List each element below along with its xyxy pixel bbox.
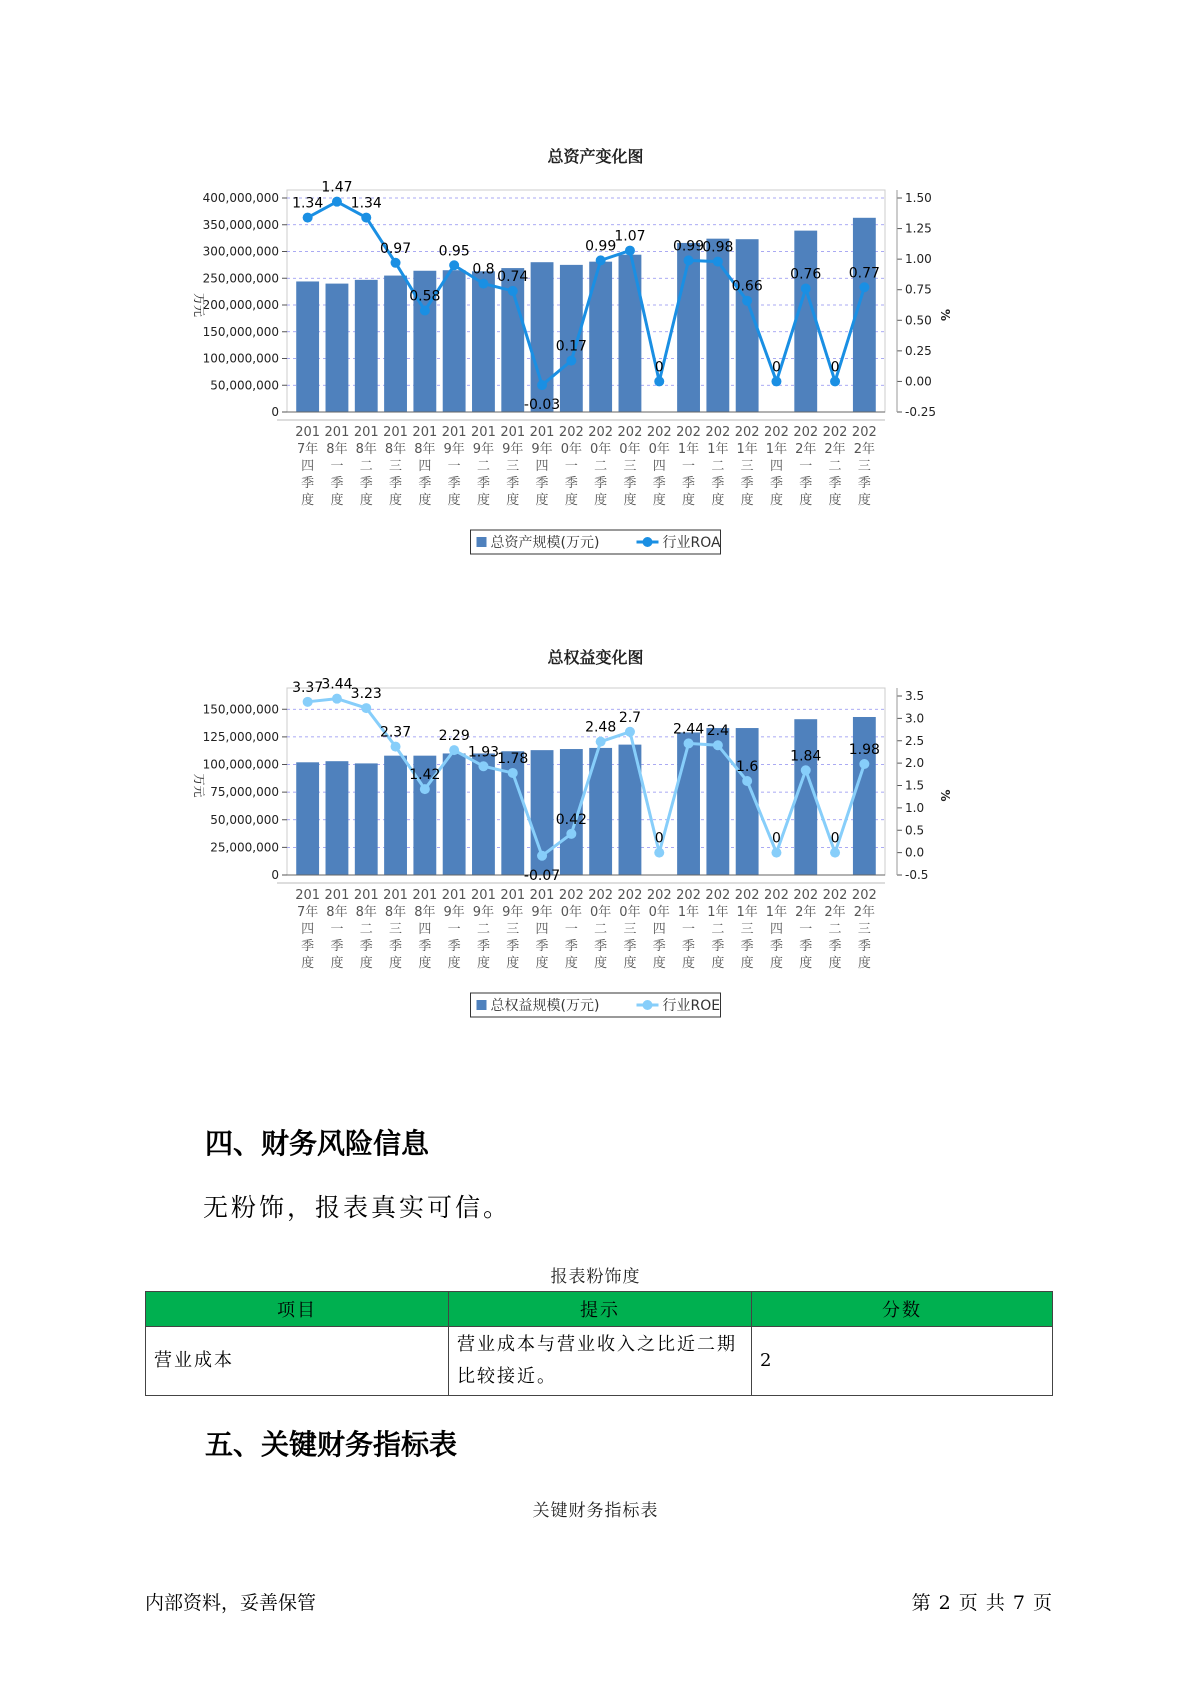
category-label: 202 1年四季度	[764, 425, 789, 508]
line-point	[830, 376, 840, 386]
line-point	[478, 279, 488, 289]
data-label: 0	[830, 359, 840, 376]
bar	[794, 231, 817, 412]
line-point	[303, 697, 313, 707]
line-point	[537, 380, 547, 390]
right-axis-tick-label: 2.5	[905, 733, 925, 748]
data-label: 2.44	[672, 721, 705, 738]
category-label: 201 9年二季度	[471, 888, 496, 971]
line-point	[596, 737, 606, 747]
data-label: 3.44	[321, 676, 353, 693]
category-label: 202 1年二季度	[705, 425, 731, 508]
right-axis-tick-label: 2.0	[905, 756, 925, 771]
line-point	[449, 260, 459, 270]
right-axis-title: %	[938, 789, 952, 802]
line-point	[742, 776, 752, 786]
left-axis-tick-label: 75,000,000	[210, 785, 279, 800]
right-axis-tick-label: 0.50	[905, 313, 932, 328]
category-label: 202 1年一季度	[676, 425, 701, 508]
line-point	[684, 738, 694, 748]
risk-table-header-row	[146, 1292, 1053, 1327]
left-axis-tick-label: 0	[271, 868, 279, 882]
chart-title-assets: 总资产变化图	[547, 147, 644, 166]
key-indicators-caption: 关键财务指标表	[532, 1501, 659, 1521]
left-axis-tick-label: 200,000,000	[202, 298, 279, 312]
right-axis-tick-label: 1.25	[905, 221, 932, 236]
left-axis-tick-label: 350,000,000	[202, 217, 279, 232]
category-label: 202 0年四季度	[646, 425, 672, 508]
category-label: 201 8年一季度	[324, 425, 350, 508]
total-equity-chart	[0, 678, 1191, 1098]
category-label: 201 9年四季度	[529, 425, 555, 508]
right-axis-tick-label: 0.25	[905, 343, 932, 358]
data-label: 1.34	[350, 195, 382, 212]
line-point	[654, 848, 664, 858]
data-label: 0.42	[555, 811, 587, 828]
line-point	[508, 286, 518, 296]
category-label: 202 0年二季度	[588, 425, 614, 508]
left-axis-tick-label: 150,000,000	[202, 324, 279, 339]
data-label: 0	[654, 359, 664, 376]
category-label: 202 2年一季度	[793, 888, 819, 971]
left-axis-tick-label: 0	[271, 405, 279, 419]
table-row	[146, 1327, 1053, 1396]
risk-item-cell: 营业成本	[146, 1327, 449, 1396]
data-label: 1.98	[848, 742, 880, 759]
legend-bar-label: 总权益规模(万元)	[490, 998, 600, 1014]
left-axis-tick-label: 150,000,000	[202, 702, 279, 717]
category-label: 201 9年一季度	[441, 425, 467, 508]
category-label: 201 9年三季度	[500, 425, 526, 508]
bar	[355, 280, 378, 412]
bar	[677, 243, 700, 412]
data-label: 0.58	[409, 288, 441, 305]
bar	[619, 255, 642, 412]
right-axis-title: %	[938, 308, 952, 322]
chart-title-equity: 总权益变化图	[547, 648, 644, 667]
data-label: 1.34	[292, 195, 324, 212]
bar	[443, 753, 466, 875]
left-axis-tick-label: 100,000,000	[202, 351, 279, 366]
category-label: 201 7年四季度	[295, 425, 321, 508]
line-point	[859, 759, 869, 769]
data-label: 0.97	[379, 240, 412, 257]
legend-line-marker	[643, 537, 653, 547]
data-label: -0.07	[523, 867, 561, 884]
right-axis-tick-label: 1.50	[905, 191, 932, 205]
line-point	[713, 740, 723, 750]
data-label: 0.95	[438, 243, 470, 260]
risk-table-header-item: 项目	[146, 1292, 449, 1327]
line-point	[801, 765, 811, 775]
data-label: 3.23	[350, 686, 382, 703]
line-point	[508, 768, 518, 778]
category-label: 201 8年一季度	[324, 888, 350, 971]
category-label: 201 7年四季度	[295, 888, 321, 971]
line-point	[361, 703, 371, 713]
left-axis-tick-label: 25,000,000	[210, 840, 279, 855]
data-label: 2.37	[379, 724, 412, 741]
category-label: 202 1年四季度	[764, 888, 789, 971]
right-axis-tick-label: 0.5	[905, 823, 925, 838]
category-label: 201 9年二季度	[471, 425, 496, 508]
right-axis-tick-label: 0.75	[905, 282, 932, 297]
data-label: 1.93	[467, 744, 500, 761]
category-label: 202 2年一季度	[793, 425, 819, 508]
category-label: 201 8年四季度	[412, 425, 438, 508]
line-point	[303, 213, 313, 223]
category-label: 201 8年四季度	[412, 888, 438, 971]
risk-table-header-hint: 提示	[449, 1292, 752, 1327]
bar	[443, 270, 466, 412]
left-axis-tick-label: 100,000,000	[202, 757, 279, 772]
category-label: 202 2年三季度	[851, 425, 877, 508]
line-point	[391, 258, 401, 268]
data-label: 0.17	[555, 338, 587, 355]
data-label: 1.84	[790, 748, 822, 765]
line-point	[684, 255, 694, 265]
right-axis-tick-label: 1.0	[905, 800, 925, 815]
bar	[296, 281, 319, 412]
bar	[326, 761, 349, 875]
left-axis-tick-label: 400,000,000	[202, 191, 279, 205]
bar	[296, 762, 319, 875]
data-label: 0.77	[848, 265, 880, 282]
data-label: 0	[771, 359, 781, 376]
right-axis-tick-label: 1.00	[905, 252, 932, 267]
data-label: 2.29	[438, 728, 470, 745]
data-label: 0.76	[790, 266, 822, 283]
legend-bar-label: 总资产规模(万元)	[490, 535, 600, 551]
category-label: 202 1年一季度	[676, 888, 701, 971]
line-point	[478, 761, 488, 771]
category-label: 202 0年一季度	[558, 888, 584, 971]
category-label: 202 0年三季度	[617, 888, 643, 971]
data-label: 3.37	[292, 679, 324, 696]
category-label: 202 1年三季度	[734, 888, 760, 971]
line-point	[332, 694, 342, 704]
data-label: 0	[771, 830, 781, 847]
category-label: 201 8年三季度	[383, 425, 408, 508]
legend-line-label: 行业ROA	[662, 535, 721, 551]
bar	[355, 763, 378, 875]
right-axis-tick-label: 0.00	[905, 374, 932, 389]
line-point	[801, 283, 811, 293]
bar	[677, 732, 700, 875]
footer-page-number: 第 2 页 共 7 页	[911, 1592, 1053, 1614]
data-label: 1.42	[409, 767, 441, 784]
line-point	[859, 282, 869, 292]
data-label: 0.98	[702, 239, 734, 256]
category-label: 201 9年四季度	[529, 888, 555, 971]
right-axis-tick-label: 3.0	[905, 711, 925, 726]
risk-table	[145, 1291, 1053, 1396]
bar	[384, 756, 407, 875]
line-point	[830, 848, 840, 858]
risk-table-caption: 报表粉饰度	[550, 1267, 641, 1287]
bar	[472, 753, 495, 875]
line-point	[654, 376, 664, 386]
category-label: 202 2年二季度	[822, 888, 848, 971]
category-label: 201 9年一季度	[441, 888, 467, 971]
category-label: 202 0年四季度	[646, 888, 672, 971]
risk-hint-cell: 营业成本与营业收入之比近二期比较接近。	[449, 1327, 752, 1396]
bar	[384, 276, 407, 412]
line-point	[625, 246, 635, 256]
right-axis-tick-label: 1.5	[905, 778, 925, 793]
left-axis-tick-label: 50,000,000	[210, 378, 279, 393]
category-label: 202 1年三季度	[734, 425, 760, 508]
data-label: 1.07	[614, 228, 646, 245]
footer-confidential-note: 内部资料，妥善保管	[145, 1592, 317, 1614]
left-axis-tick-label: 300,000,000	[202, 244, 279, 259]
legend-line-marker	[643, 1000, 653, 1010]
line-point	[449, 745, 459, 755]
category-label: 202 2年二季度	[822, 425, 848, 508]
data-label: 0.66	[731, 278, 763, 295]
left-axis-tick-label: 50,000,000	[210, 812, 279, 827]
total-assets-chart	[0, 180, 1191, 600]
line-point	[771, 848, 781, 858]
line-point	[596, 255, 606, 265]
line-point	[420, 784, 430, 794]
data-label: 0.8	[472, 261, 495, 278]
category-label: 201 8年三季度	[383, 888, 408, 971]
line-point	[420, 306, 430, 316]
bar	[326, 284, 349, 412]
data-label: 2.7	[618, 709, 642, 726]
line-point	[771, 376, 781, 386]
line-point	[361, 213, 371, 223]
line-point	[566, 356, 576, 366]
data-label: 2.48	[585, 719, 617, 736]
line-point	[566, 829, 576, 839]
right-axis-tick-label: -0.25	[905, 405, 937, 419]
legend-bar-swatch	[477, 1000, 487, 1010]
left-axis-tick-label: 250,000,000	[202, 271, 279, 286]
left-axis-title: 万元	[192, 292, 206, 318]
data-label: 0.99	[585, 238, 617, 255]
section-heading-key-indicators: 五、关键财务指标表	[205, 1428, 458, 1461]
category-label: 201 8年二季度	[353, 888, 379, 971]
legend-line-label: 行业ROE	[662, 998, 721, 1014]
category-label: 202 0年二季度	[588, 888, 614, 971]
data-label: -0.03	[523, 397, 561, 414]
line-point	[625, 727, 635, 737]
risk-summary-text: 无粉饰，报表真实可信。	[203, 1193, 512, 1222]
section-heading-risk: 四、财务风险信息	[205, 1127, 430, 1160]
line-point	[537, 851, 547, 861]
line-point	[742, 296, 752, 306]
data-label: 0.74	[497, 268, 529, 285]
category-label: 202 0年三季度	[617, 425, 643, 508]
data-label: 2.4	[706, 723, 729, 740]
risk-score-cell: 2	[752, 1327, 1053, 1396]
risk-table-header-score: 分数	[752, 1292, 1053, 1327]
category-label: 202 1年二季度	[705, 888, 731, 971]
data-label: 1.47	[321, 179, 353, 196]
bar	[853, 717, 876, 875]
legend-bar-swatch	[477, 537, 487, 547]
right-axis-tick-label: -0.5	[905, 868, 929, 882]
line-point	[332, 197, 342, 207]
bar	[472, 271, 495, 412]
data-label: 0.99	[672, 238, 705, 255]
data-label: 1.6	[736, 759, 759, 776]
right-axis-tick-label: 0.0	[905, 845, 925, 860]
left-axis-tick-label: 125,000,000	[202, 729, 279, 744]
category-label: 201 8年二季度	[353, 425, 379, 508]
left-axis-title: 万元	[192, 773, 206, 798]
category-label: 201 9年三季度	[500, 888, 526, 971]
data-label: 1.78	[497, 750, 529, 767]
category-label: 202 0年一季度	[558, 425, 584, 508]
line-point	[391, 742, 401, 752]
line-point	[713, 257, 723, 267]
right-axis-tick-label: 3.5	[905, 689, 925, 703]
data-label: 0	[654, 830, 664, 847]
category-label: 202 2年三季度	[851, 888, 877, 971]
data-label: 0	[830, 830, 840, 847]
